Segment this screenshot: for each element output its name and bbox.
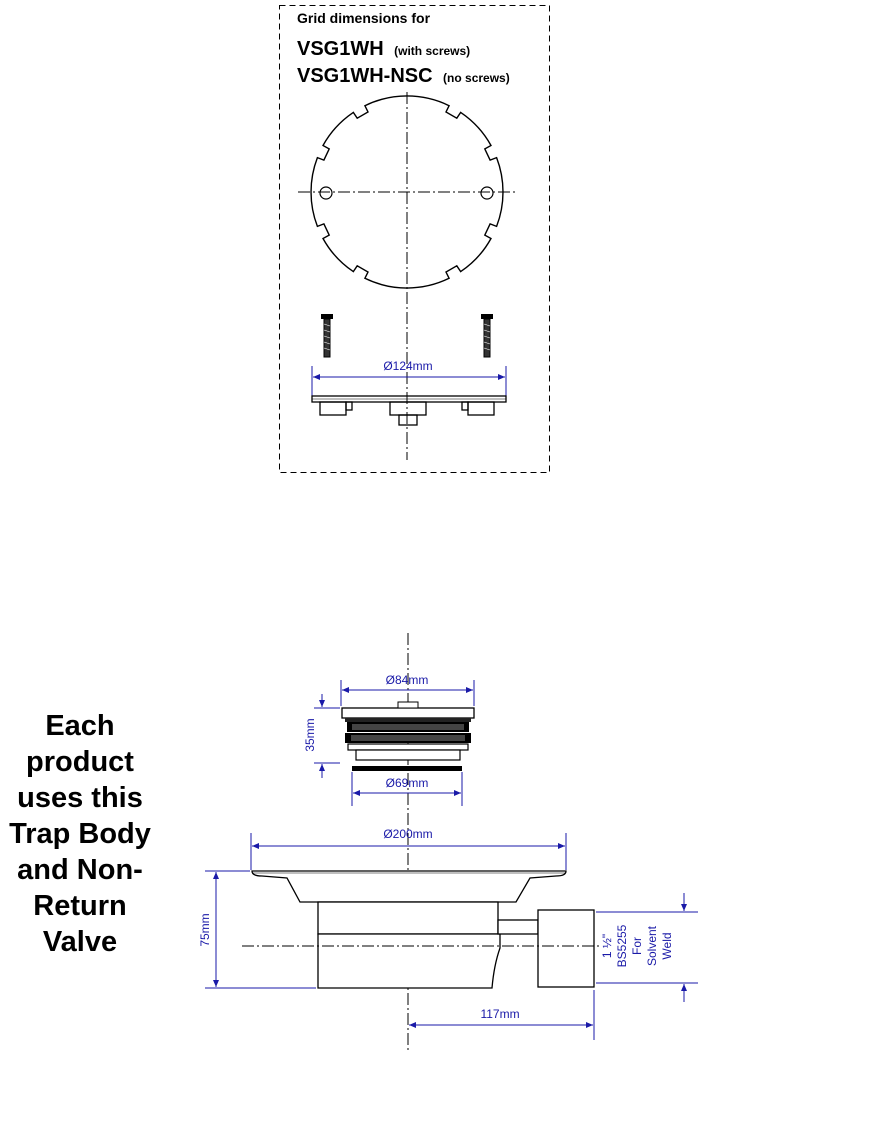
caption-line-6: Return	[33, 890, 127, 922]
outlet-spec-line-1: 1 ½"	[600, 933, 614, 959]
caption-line-5: and Non-	[17, 854, 143, 886]
grid-diameter-label: Ø124mm	[383, 359, 433, 373]
model-note-2: (no screws)	[443, 71, 510, 85]
trap-body-drawing	[198, 633, 698, 1052]
screw-right	[481, 314, 493, 357]
outlet-spec-line-4: Solvent	[645, 925, 659, 967]
trap-body-upper	[318, 902, 498, 934]
grid-heading: Grid dimensions for	[297, 10, 431, 26]
top-diameter-label: Ø84mm	[385, 673, 429, 687]
outlet-length-label: 117mm	[480, 1007, 520, 1021]
caption-line-7: Valve	[42, 926, 118, 958]
grid-side-view	[312, 396, 506, 425]
caption-line-1: Each	[45, 710, 115, 742]
outlet-spigot-inner	[498, 920, 538, 934]
outlet-spec-line-2: BS5255	[615, 924, 629, 968]
outlet-spec-line-3: For	[630, 937, 644, 955]
outlet-spigot	[538, 910, 594, 987]
screw-left	[321, 314, 333, 357]
flange-diameter-label: Ø200mm	[383, 827, 433, 841]
outlet-spec-line-5: Weld	[660, 932, 674, 960]
height-label: 35mm	[303, 718, 317, 752]
depth-label: 75mm	[198, 913, 212, 947]
trap-flange	[252, 871, 566, 902]
model-line-1	[297, 38, 470, 60]
model-code-2: VSG1WH-NSC	[297, 65, 433, 87]
grid-panel	[280, 6, 550, 473]
trap-body-lower	[318, 934, 500, 988]
model-line-2	[297, 65, 510, 87]
bottom-diameter-label: Ø69mm	[385, 776, 429, 790]
model-code-1: VSG1WH	[297, 38, 384, 60]
screw-hole-right	[481, 187, 493, 199]
screw-hole-left	[320, 187, 332, 199]
side-caption	[0, 708, 160, 960]
trap-body	[252, 871, 594, 988]
caption-line-4: Trap Body	[9, 818, 151, 850]
model-note-1: (with screws)	[394, 44, 471, 58]
caption-line-3: uses this	[17, 782, 143, 814]
caption-line-2: product	[26, 746, 134, 778]
